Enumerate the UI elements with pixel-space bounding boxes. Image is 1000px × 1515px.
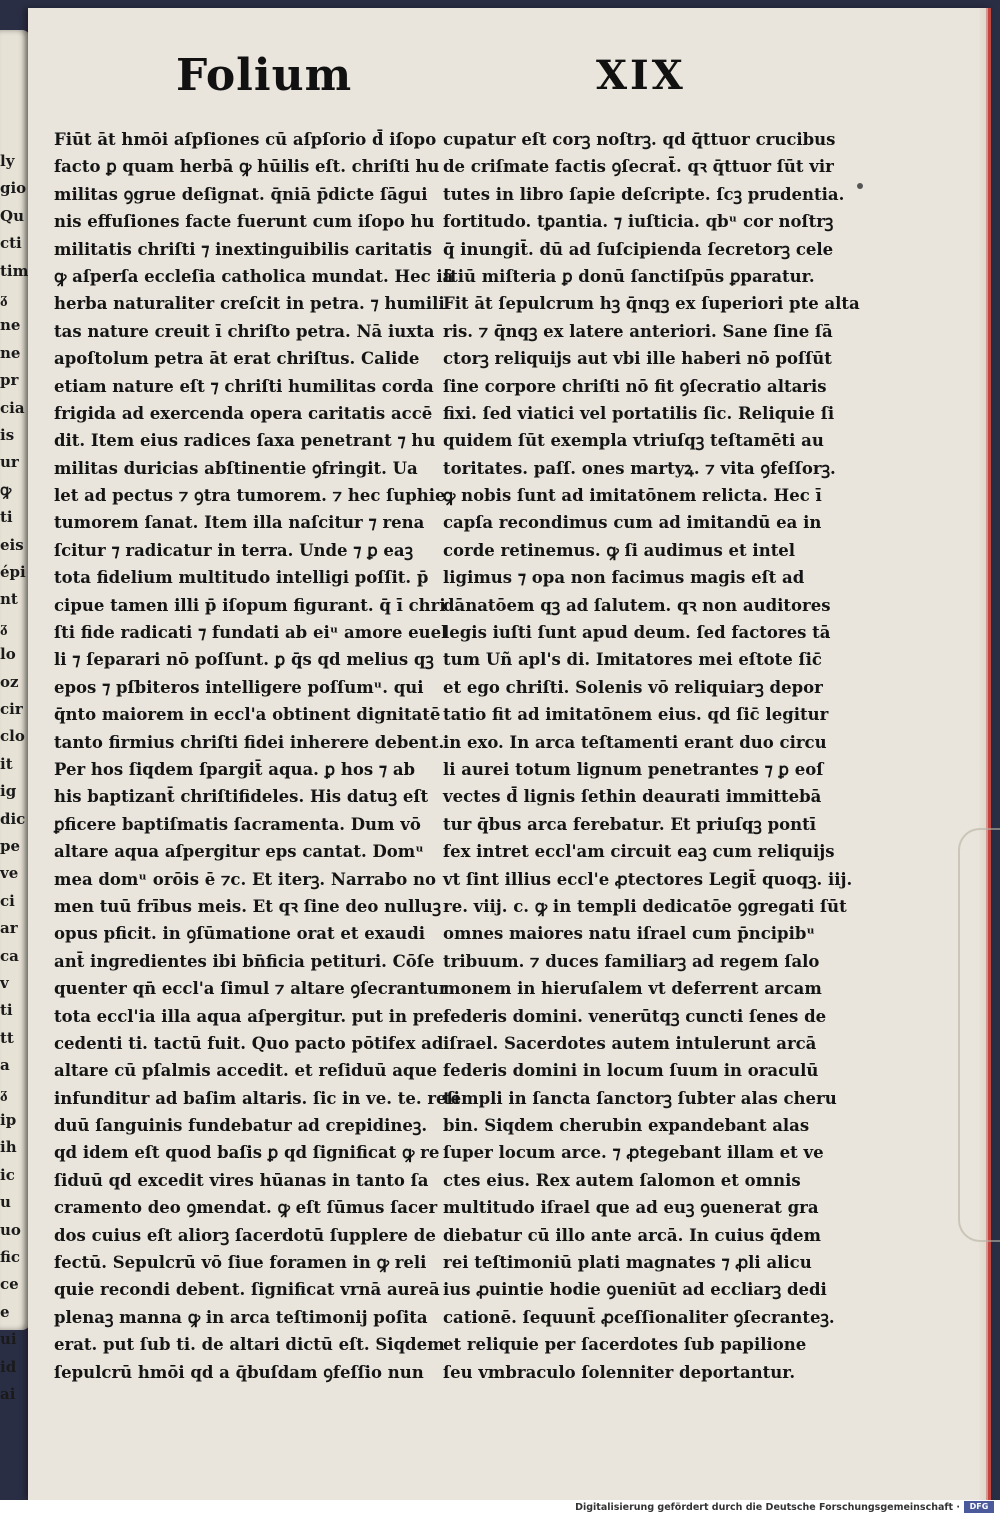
- text-line: cupatur eſt corꝫ noſtrꝫ. qd q̄ttuor crucibus: [443, 130, 836, 149]
- page-clasp-shadow: [958, 828, 1000, 1242]
- text-line: li ⁊ ſeparari nō poſſunt. ꝑ q̄s qd melius qꝫ: [54, 650, 434, 670]
- text-line: tas nature creuit ī chriſto petra. Nā iuxta: [54, 321, 435, 341]
- text-line: diebatur cū illo ante arcā. In cuius q̄dem: [443, 1225, 821, 1245]
- facing-page-fragment: cia: [0, 398, 25, 417]
- text-line: his baptizant̄ chriſtifideles. His datuꝫ eſt: [54, 787, 429, 807]
- text-line: militatis chriſti ⁊ inextinguibilis caritatis: [54, 239, 433, 259]
- facing-page-fragment: ur: [0, 453, 19, 472]
- text-line: etiam nature eſt ⁊ chriſti humilitas corda: [54, 376, 434, 396]
- facing-page-fragment: ci: [0, 891, 15, 910]
- facing-page-fragment: cti: [0, 234, 22, 253]
- text-line: corde retinemus. ꝙ ſi audimus et intel: [443, 540, 796, 560]
- facing-page-fragment: u: [0, 1193, 11, 1212]
- facing-page-fragment: clo: [0, 727, 25, 746]
- text-line: tatio fit ad imitatōnem eius. qd ſic̄ legitur: [443, 705, 829, 725]
- text-line: q̄nto maiorem in eccl'a obtinent dignitatē: [54, 705, 441, 725]
- text-line: tur q̄bus arca ferebatur. Et priuſqꝫ pontī: [443, 814, 817, 834]
- facing-page-fragment: eis: [0, 535, 24, 554]
- facing-page-fragment: ti: [0, 1001, 13, 1020]
- text-line: cationē. ſequunt̄ ꝓceſſionaliter ꝯſecranteꝫ.: [443, 1307, 835, 1327]
- text-line: omnes maiores natu iſrael cum p̄ncipibᵘ: [443, 924, 815, 944]
- text-line: federis domini. venerūtqꝫ cuncti ſenes de: [443, 1006, 827, 1026]
- text-line: ſuper locum arce. ⁊ ꝓtegebant illam et ve: [443, 1143, 824, 1163]
- text-line: nis effuſiones facte fuerunt cum iſopo hu: [54, 212, 435, 232]
- text-line: fectū. Sepulcrū vō ſiue foramen in ꝙ reli: [54, 1253, 427, 1273]
- facing-page-fragment: Qu: [0, 206, 24, 225]
- funding-credit: Digitalisierung gefördert durch die Deutsche Forschungsgemeinschaft ·: [575, 1502, 960, 1513]
- text-line: ꝙ nobis ſunt ad imitatōnem relicta. Hec ī: [443, 486, 822, 506]
- facing-page-fragment: ig: [0, 782, 17, 801]
- facing-page-fragment: ne: [0, 343, 21, 362]
- text-line: qd idem eſt quod baſis ꝑ qd ſignificat ꝙ re: [54, 1143, 440, 1163]
- text-line: ſiduū qd excedit vires hūanas in tanto ſa: [54, 1170, 429, 1190]
- facing-page-fragment: ih: [0, 1138, 17, 1157]
- text-line: capſa recondimus cum ad imitandū ea in: [443, 513, 822, 533]
- facing-page-fragment: ai: [0, 1385, 16, 1403]
- text-line: Fit āt ſepulcrum hꝫ q̄nqꝫ ex ſuperiori pte alta: [443, 294, 860, 314]
- text-line: ꝑficere baptiſmatis ſacramenta. Dum vō: [54, 814, 421, 834]
- text-line: et ego chriſti. Solenis vō reliquiarꝫ depor: [443, 677, 823, 697]
- facing-page-fragment: pe: [0, 837, 21, 855]
- text-line: tanto firmius chriſti fidei inherere debent.: [54, 732, 445, 752]
- text-line: mea domᵘ orōis ē ⁊c. Et iterꝫ. Narrabo no: [54, 869, 437, 889]
- text-line: ſeu vmbraculo ſolenniter deportantur.: [443, 1362, 796, 1382]
- facing-page-fragment: lo: [0, 645, 16, 664]
- page-edge-red: [979, 8, 991, 1500]
- folio-number: XIX: [596, 52, 686, 99]
- facing-page-fragment: ce: [0, 1275, 19, 1294]
- text-line: cedenti ti. tactū fuit. Quo pacto pōtifex ad: [54, 1033, 444, 1053]
- text-line: in exo. In arca teſtamenti erant duo circu: [443, 732, 827, 752]
- facing-page-fragment: ti: [0, 508, 13, 527]
- text-line: ius ꝓuintie hodie ꝯueniūt ad eccliarꝫ dedi: [443, 1280, 827, 1300]
- text-line: erat. put ſub ti. de altari dictū eſt. Siqdem: [54, 1335, 445, 1355]
- text-line: ctorꝫ reliquijs aut vbi ille haberi nō poſſūt: [443, 349, 832, 369]
- facing-page-fragment: ca: [0, 946, 19, 965]
- text-line: iſrael. Sacerdotes autem intulerunt arcā: [443, 1033, 817, 1053]
- facing-page-fragment: it: [0, 754, 13, 773]
- facing-page-fragment: ly: [0, 152, 15, 170]
- facing-page-fragment: gio: [0, 179, 27, 198]
- text-line: altare cū pſalmis accedit. et reſiduū aque: [54, 1061, 437, 1081]
- facing-page-fragment: ᵹ: [0, 617, 8, 636]
- facing-page-fragment: ve: [0, 864, 19, 883]
- text-line: quie recondi debent. ſignificat vrnā aureā: [54, 1280, 440, 1300]
- facing-page-fragment: ᵹ: [0, 289, 8, 307]
- text-line: multitudo iſrael que ad euꝫ ꝯuenerat gra: [443, 1198, 819, 1218]
- text-line: tota eccl'ia illa aqua aſpergitur. put in pre: [54, 1006, 444, 1026]
- text-line: ris. ⁊ q̄nqꝫ ex latere anteriori. Sane ſine ſā: [443, 321, 833, 341]
- text-line: ſine corpore chriſti nō fit ꝯſecratio altaris: [443, 376, 827, 396]
- text-line: cipue tamen illi p̄ iſopum figurant. q̄ ī chri: [54, 595, 446, 615]
- text-line: Per hos ſiqdem ſpargit̄ aqua. ꝑ hos ⁊ ab: [54, 759, 416, 779]
- text-line: ſcitur ⁊ radicatur in terra. Unde ⁊ ꝑ eaꝫ: [54, 540, 414, 560]
- text-line: epos ⁊ pſbiteros intelligere poſſumᵘ. qui: [54, 677, 424, 697]
- text-line: duū ſanguinis fundebatur ad crepidineꝫ.: [54, 1116, 428, 1136]
- text-line: tota fidelium multitudo intelligi poſſit. p̄: [54, 568, 429, 588]
- facing-page-fragment: id: [0, 1357, 17, 1376]
- facing-page-fragment: ne: [0, 316, 21, 335]
- text-line: rei teſtimoniū plati magnates ⁊ ꝓli alicu: [443, 1253, 812, 1273]
- ink-speck: [857, 183, 863, 189]
- text-line: facto ꝑ quam herbā ꝙ hūilis eſt. chriſti hu: [54, 157, 440, 177]
- text-line: toritates. paſſ. ones martyꝝ. ⁊ vita ꝯfeſſorꝫ.: [443, 458, 836, 478]
- text-line: ligimus ⁊ opa non facimus magis eſt ad: [443, 568, 805, 588]
- text-line: ſepulcrū hmōi qd a q̄buſdam ꝯfeſſio nun: [54, 1362, 424, 1382]
- text-line: Fiūt āt hmōi aſpſiones cū aſpſorio d̄ iſopo: [54, 130, 437, 149]
- text-line: men tuū frībus meis. Et qꝛ ſine deo nulluꝫ: [54, 896, 442, 916]
- text-line: fixi. ſed viatici vel portatilis ſic. Reliquie ſi: [443, 403, 835, 423]
- facing-page-fragment: oz: [0, 672, 19, 691]
- facing-page-fragment: ꝙ: [0, 480, 12, 499]
- dfg-logo: DFG: [964, 1501, 994, 1513]
- text-line: ꝙ aſperſa eccleſia catholica mundat. Hec iā: [54, 266, 454, 286]
- text-line: ſtiū miſteria ꝑ donū ſanctiſpūs ꝑparatur.: [443, 266, 815, 286]
- text-line: fortitudo. tꝑantia. ⁊ iuſticia. qbᵘ cor noſtrꝫ: [443, 212, 834, 232]
- text-line: frigida ad exercenda opera caritatis accē: [54, 403, 433, 423]
- facing-page-fragment: is: [0, 426, 15, 444]
- facing-page-fragment: v: [0, 974, 9, 992]
- text-line: plenaꝫ manna ꝙ in arca teſtimonij poſita: [54, 1307, 428, 1327]
- text-line: quidem ſūt exempla vtriuſqꝫ teſtamēti au: [443, 431, 824, 451]
- text-line: fex intret eccl'am circuit eaꝫ cum reliquijs: [443, 842, 835, 862]
- text-line: altare aqua aſpergitur eps cantat. Domᵘ: [54, 842, 424, 862]
- facing-page-fragment: e: [0, 1302, 10, 1321]
- text-line: tum Uñ apl's di. Imitatores mei eſtote ſic̄: [443, 650, 822, 670]
- running-head-folium: Folium: [176, 50, 353, 101]
- text-line: q̄ inungit̄. dū ad ſuſcipienda ſecretorꝫ cele: [443, 239, 834, 259]
- facing-page-edge: [0, 30, 30, 1403]
- facing-page-fragment: cir: [0, 700, 23, 718]
- digitization-footer: [0, 1500, 1000, 1515]
- facing-page-fragment: ᵹ: [0, 1083, 8, 1102]
- facing-page-fragment: ip: [0, 1111, 17, 1129]
- text-line: bin. Siqdem cherubin expandebant alas: [443, 1116, 810, 1136]
- text-line: let ad pectus ⁊ ꝯtra tumorem. ⁊ hec ſuphie: [54, 486, 446, 506]
- text-line: vt ſint illius eccl'e ꝓtectores Legit̄ quoqꝫ. iij.: [443, 869, 853, 889]
- text-line: quenter qn̄ eccl'a ſimul ⁊ altare ꝯſecrantur: [54, 979, 448, 999]
- book-page: [28, 8, 991, 1500]
- text-column-right: [443, 126, 860, 1386]
- text-line: monem in hieruſalem vt deferrent arcam: [443, 979, 822, 999]
- text-line: legis iuſti ſunt apud deum. ſed factores tā: [443, 623, 831, 643]
- text-line: li aurei totum lignum penetrantes ⁊ ꝑ eoſ: [443, 759, 824, 779]
- text-line: dit. Item eius radices ſaxa penetrant ⁊ hu: [54, 431, 436, 451]
- text-line: tutes in libro ſapie deſcripte. ſcꝫ prudentia.: [443, 184, 845, 204]
- facing-page-fragment: uo: [0, 1220, 21, 1239]
- facing-page-fragment: nt: [0, 590, 18, 609]
- text-line: militas ꝯgrue deſignat. q̄niā p̄dicte ſāgui: [54, 184, 428, 204]
- text-line: opus pficit. in ꝯſūmatione orat et exaudi: [54, 924, 426, 944]
- facing-page-fragment: fic: [0, 1248, 21, 1266]
- facing-page-fragment: tim: [0, 261, 29, 280]
- text-line: herba naturaliter creſcit in petra. ⁊ humili: [54, 294, 445, 314]
- text-line: cramento deo ꝯmendat. ꝙ eſt ſūmus ſacer: [54, 1198, 438, 1218]
- text-column-left: [54, 126, 460, 1386]
- text-line: ant̄ ingredientes ibi bn̄ficia petituri. Cōſe: [54, 951, 435, 971]
- text-line: ſti fide radicati ⁊ fundati ab eiᵘ amore euel: [54, 623, 448, 643]
- text-line: et reliquie per ſacerdotes ſub papilione: [443, 1335, 807, 1355]
- text-line: militas duricias abſtinentie ꝯfringit. Ua: [54, 458, 418, 478]
- text-line: de criſmate factis ꝯſecrat̄. qꝛ q̄ttuor ſūt vir: [443, 157, 834, 177]
- text-line: re. viij. c. ꝙ in templi dedicatōe ꝯgregati ſūt: [443, 896, 847, 916]
- text-line: infunditur ad baſim altaris. ſic in ve. te. reſi: [54, 1088, 460, 1108]
- text-line: tumorem ſanat. Item illa naſcitur ⁊ rena: [54, 513, 425, 533]
- facing-page-fragment: a: [0, 1056, 10, 1075]
- text-line: dos cuius eſt aliorꝫ ſacerdotū ſupplere de: [54, 1225, 436, 1245]
- facing-page-fragment: ui: [0, 1330, 17, 1349]
- text-line: dānatōem qꝫ ad ſalutem. qꝛ non auditores: [443, 595, 831, 615]
- text-line: tribuum. ⁊ duces familiarꝫ ad regem ſalo: [443, 951, 820, 971]
- text-line: templi in ſancta ſanctorꝫ ſubter alas cheru: [443, 1088, 837, 1108]
- text-line: apoſtolum petra āt erat chriſtus. Calide: [54, 349, 420, 369]
- text-line: vectes d̄ lignis ſethin deaurati immittebā: [443, 787, 822, 807]
- facing-page-fragment: ic: [0, 1165, 15, 1184]
- text-line: ctes eius. Rex autem ſalomon et omnis: [443, 1170, 801, 1190]
- facing-page-fragment: ar: [0, 919, 18, 938]
- facing-page-fragment: tt: [0, 1028, 14, 1047]
- facing-page-fragment: pr: [0, 371, 19, 390]
- text-line: federis domini in locum ſuum in oraculū: [443, 1061, 819, 1081]
- facing-page-fragment: épi: [0, 563, 26, 581]
- facing-page-fragment: dic: [0, 809, 26, 828]
